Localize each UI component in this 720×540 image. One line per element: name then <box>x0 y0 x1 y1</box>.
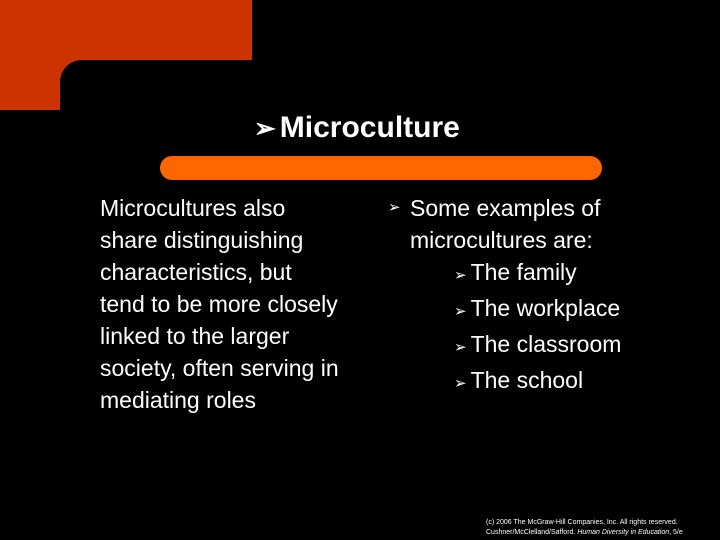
arrow-bullet-icon: ➢ <box>388 199 401 216</box>
list-item-label: The classroom <box>470 331 622 357</box>
arrow-bullet-icon: ➢ <box>254 112 276 143</box>
arrow-bullet-icon: ➢ <box>454 267 467 284</box>
list-item <box>454 256 708 292</box>
right-column <box>388 192 708 400</box>
slide-title-text: Microculture <box>279 111 460 144</box>
list-item-label: The workplace <box>470 295 621 321</box>
list-item-label: The school <box>470 367 584 393</box>
footer-line-2 <box>486 528 714 538</box>
left-paragraph: Microcultures also share distinguishing characteristics, but tend to be more closely linked to the larger society, often serving in mediating roles <box>100 195 339 413</box>
title-divider <box>160 156 602 180</box>
slide-title <box>254 108 460 148</box>
examples-intro: Some examples of microcultures are: <box>410 195 601 253</box>
examples-list <box>388 256 708 400</box>
list-item <box>454 328 708 364</box>
arrow-bullet-icon: ➢ <box>454 303 467 320</box>
footer-edition: , 5/e <box>669 529 683 536</box>
footer-book-title: Human Diversity in Education <box>577 529 670 536</box>
footer-authors: Cushner/McClelland/Safford. <box>486 529 578 536</box>
footer-line-1: (c) 2006 The McGraw-Hill Companies, Inc. All rights reserved. <box>486 519 678 526</box>
examples-bullet <box>388 192 708 256</box>
list-item <box>454 292 708 328</box>
copyright-footer <box>486 518 714 538</box>
arrow-bullet-icon: ➢ <box>454 339 467 356</box>
list-item <box>454 364 708 400</box>
arrow-bullet-icon: ➢ <box>454 375 467 392</box>
list-item-label: The family <box>470 259 577 285</box>
